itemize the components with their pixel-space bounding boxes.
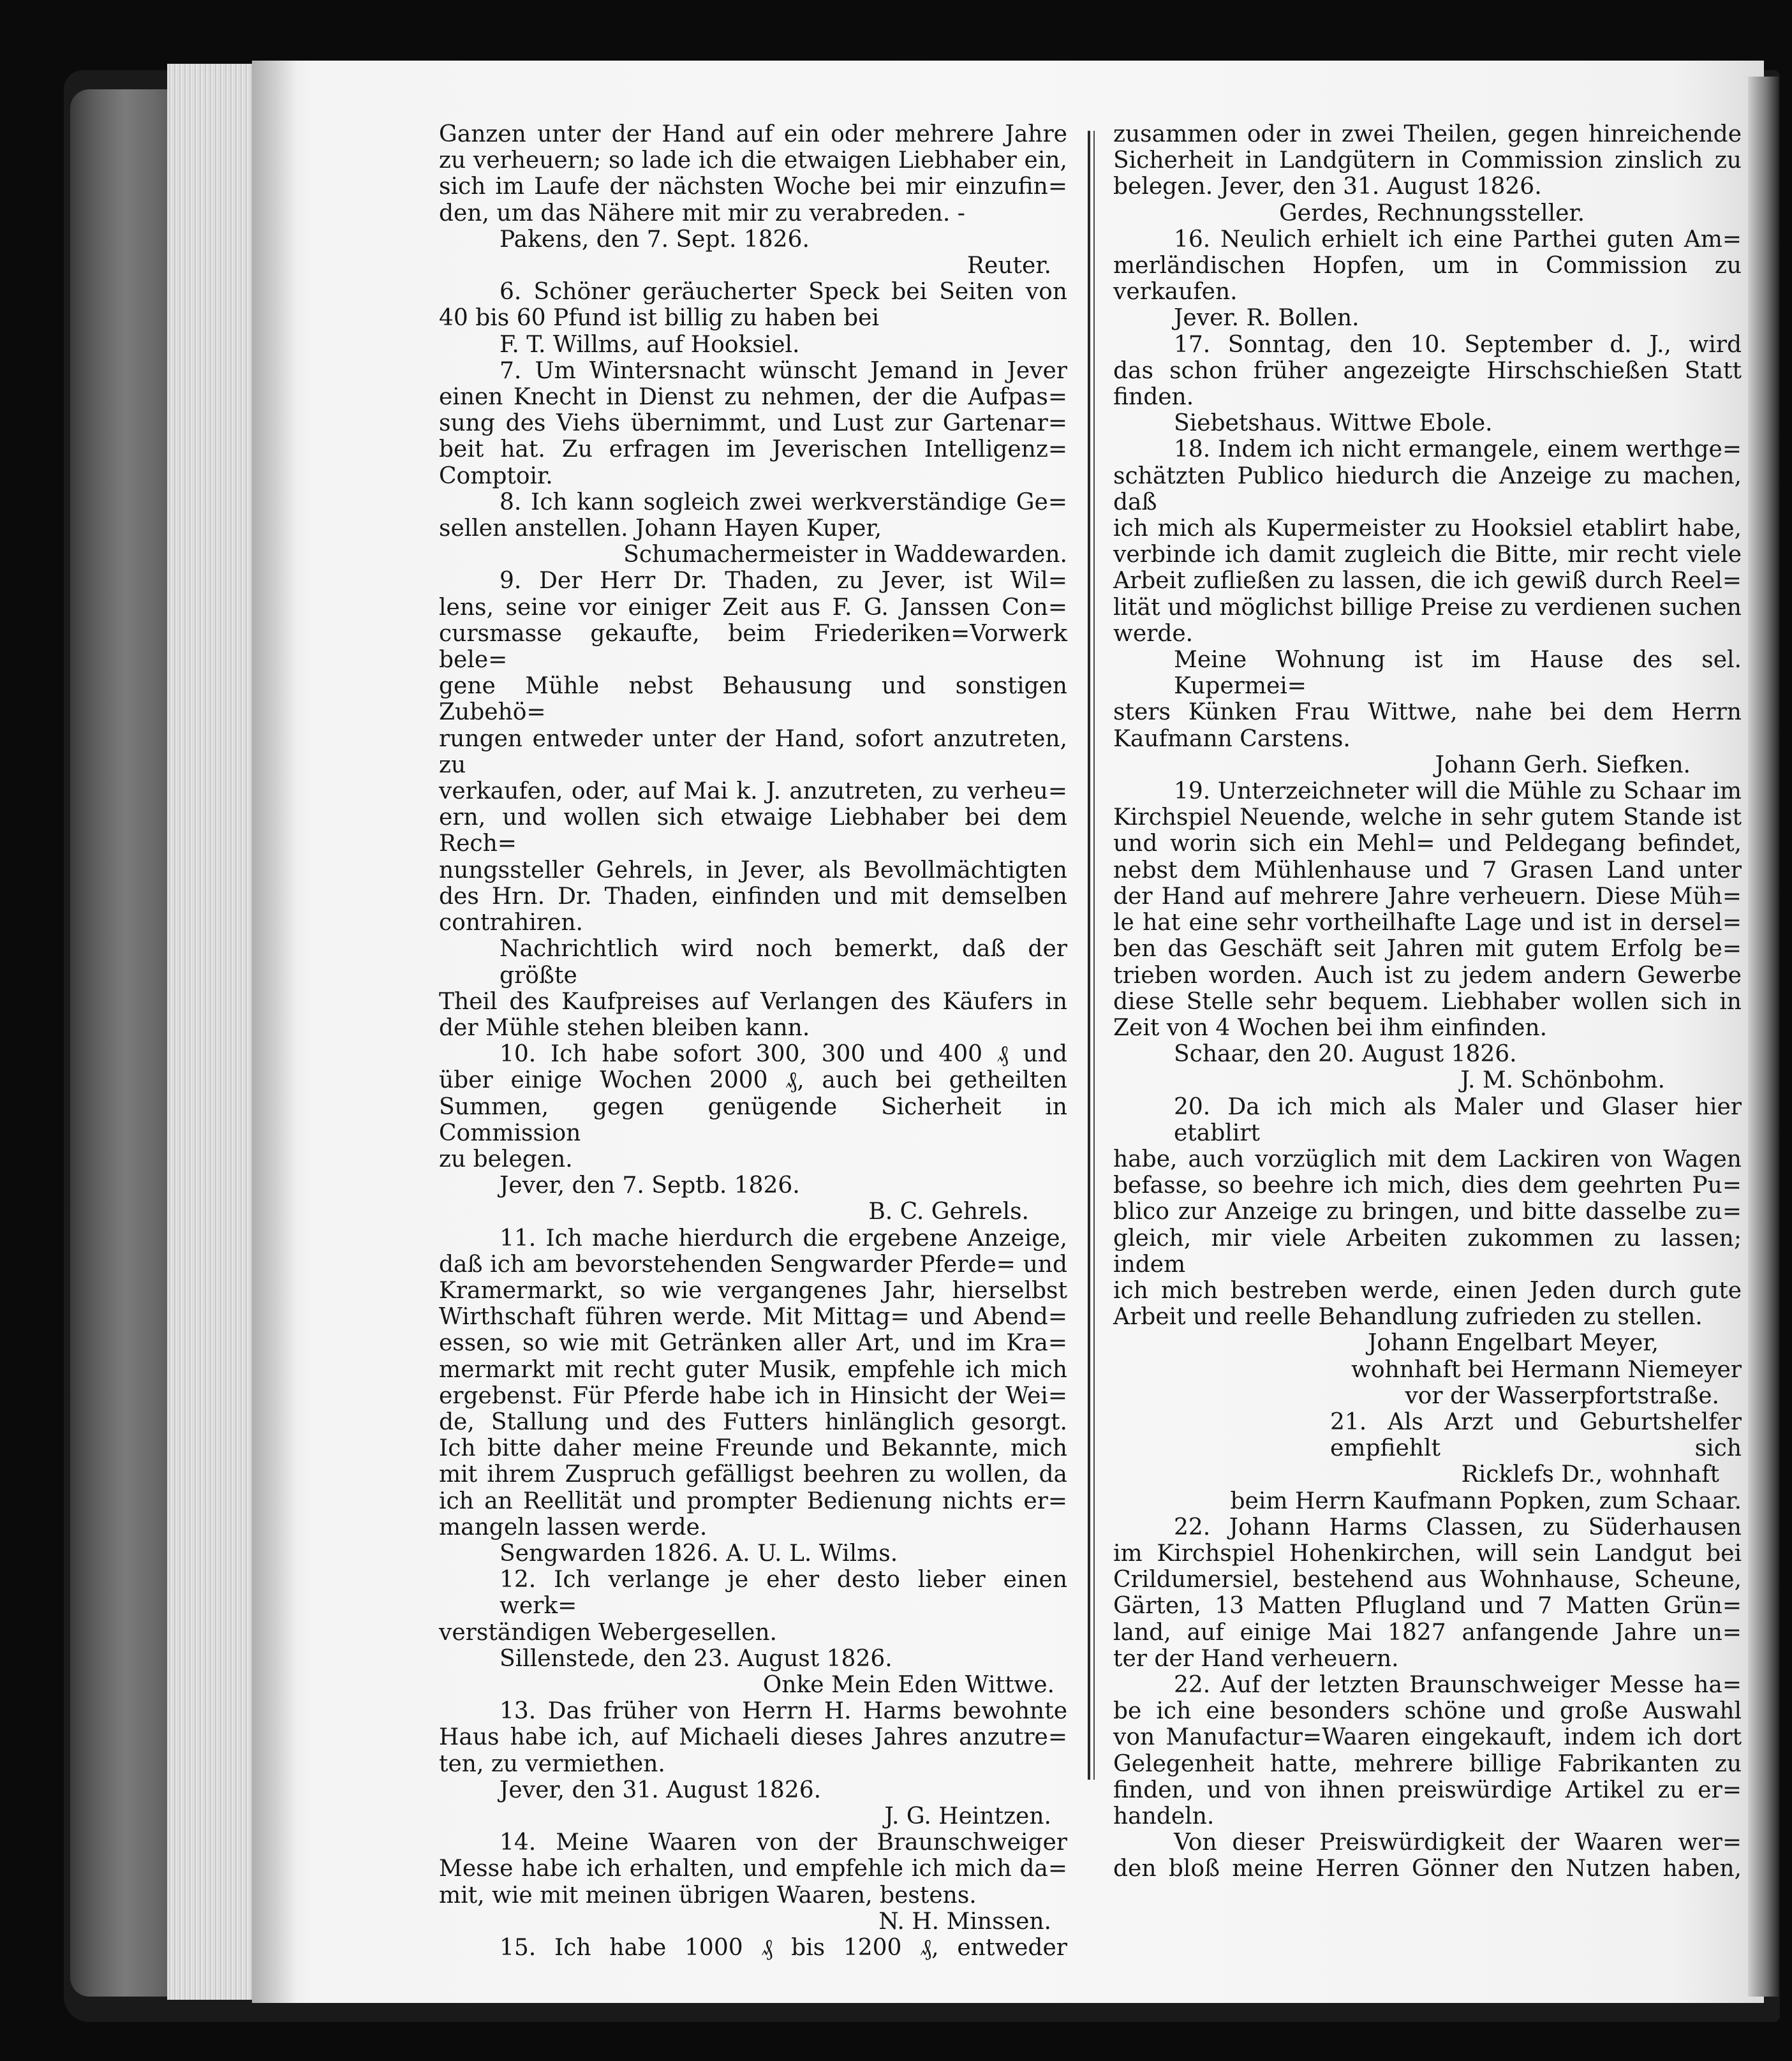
ad-heading-7: 7. Um Wintersnacht wünscht Jemand in Jever [500,357,1067,384]
signature: B. C. Gehrels. [868,1199,1029,1225]
text-line: den, um das Nähere mit mir zu verabreden. - [439,200,965,226]
ad-heading-15: 15. Ich habe 1000 ₰ bis 1200 ₰, entweder [500,1935,1067,1961]
ad-heading-22b: 22. Auf der letzten Braunschweiger Messe ha= [1174,1671,1742,1698]
ad-heading-18: 18. Indem ich nicht ermangele, einem werthge= [1174,436,1742,463]
page-right-edge [1748,77,1779,1997]
text-line: Comptoir. [439,462,553,489]
text-line: handeln. [1113,1803,1215,1829]
text-line: einen Knecht in Dienst zu nehmen, der die Aufpas= [439,384,1067,411]
text-line: rungen entweder unter der Hand, sofort anzutreten, zu [439,725,1067,778]
text-line: finden, und von ihnen preiswürdige Artikel zu er= [1113,1777,1742,1803]
text-line: zu belegen. [439,1146,573,1172]
text-line: nungssteller Gehrels, in Jever, als Bevollmächtigten [439,857,1067,883]
text-line: mermarkt mit recht guter Musik, empfehle ich mich [439,1356,1067,1383]
page-stack-edges [167,64,263,2000]
text-line: Nachrichtlich wird noch bemerkt, daß der größte [500,936,1067,989]
text-line: über einige Wochen 2000 ₰, auch bei getheilten [439,1067,1067,1094]
text-line: Ricklefs Dr., wohnhaft [1461,1461,1719,1488]
text-line: habe, auch vorzüglich mit dem Lackiren von Wagen [1113,1146,1742,1172]
text-line: merländischen Hopfen, um in Commission zu verkaufen. [1113,253,1742,306]
text-line: Meine Wohnung ist im Hause des sel. Kupermei= [1174,647,1742,700]
text-line: ich mich bestreben werde, einen Jeden durch gute [1113,1277,1742,1304]
ad-heading-17: 17. Sonntag, den 10. September d. J., wird [1174,331,1742,358]
text-line: den bloß meine Herren Gönner den Nutzen haben, [1113,1856,1742,1882]
ad-heading-10: 10. Ich habe sofort 300, 300 und 400 ₰ und [500,1041,1067,1068]
text-line: Kirchspiel Neuende, welche in sehr gutem Stande ist [1113,804,1742,831]
text-line: de, Stallung und des Futters hinlänglich gesorgt. [439,1408,1067,1435]
ad-heading-9: 9. Der Herr Dr. Thaden, zu Jever, ist Wil= [500,568,1067,595]
text-line: beit hat. Zu erfragen im Jeverischen Intelligenz= [439,436,1067,463]
text-line: beim Herrn Kaufmann Popken, zum Schaar. [1230,1488,1742,1514]
text-line: sellen anstellen. Johann Hayen Kuper, [439,515,882,542]
text-line: sich im Laufe der nächsten Woche bei mir einzufin= [439,174,1067,200]
text-line: trieben worden. Auch ist zu jedem andern Gewerbe [1113,962,1742,989]
dateline: Jever, den 31. August 1826. [500,1777,822,1803]
text-line: gene Mühle nebst Behausung und sonstigen Zubehö= [439,673,1067,726]
text-line: Wirthschaft führen werde. Mit Mittag= und Abend= [439,1304,1067,1331]
text-line: gleich, mir viele Arbeiten zukommen zu lassen; indem [1113,1225,1742,1278]
text-line: Messe habe ich erhalten, und empfehle ich mich da= [439,1856,1067,1882]
signature: J. G. Heintzen. [884,1803,1051,1829]
text-line: Sicherheit in Landgütern in Commission zinslich zu [1113,147,1742,174]
signature: N. H. Minssen. [878,1908,1051,1935]
text-line: Kaufmann Carstens. [1113,725,1351,752]
text-line: Arbeit und reelle Behandlung zufrieden zu stellen. [1113,1304,1703,1331]
text-line: Gärten, 13 Matten Pflugland und 7 Matten Grün= [1113,1593,1742,1620]
text-line: verständigen Webergesellen. [439,1619,777,1646]
text-line: Kramermarkt, so wie vergangenes Jahr, hierselbst [439,1277,1067,1304]
signature: Schumachermeister in Waddewarden. [623,542,1067,568]
text-line: sters Künken Frau Wittwe, nahe bei dem Herrn [1113,699,1742,726]
text-line: ter der Hand verheuern. [1113,1645,1399,1672]
ad-heading-14: 14. Meine Waaren von der Braunschweiger [500,1829,1067,1856]
text-line: verkaufen, oder, auf Mai k. J. anzutreten, zu verheu= [439,778,1067,805]
ad-heading-19: 19. Unterzeichneter will die Mühle zu Schaar im [1174,778,1742,805]
dateline: Jever, den 7. Septb. 1826. [500,1172,800,1199]
text-line: und worin sich ein Mehl= und Peldegang befindet, [1113,831,1742,857]
signature: Gerdes, Rechnungssteller. [1279,200,1585,226]
dateline-signature: Jever. R. Bollen. [1174,305,1359,332]
text-line: des Hrn. Dr. Thaden, einfinden und mit demselben [439,883,1067,910]
text-line: ergebenst. Für Pferde habe ich in Hinsicht der Wei= [439,1382,1067,1409]
signature: Johann Gerh. Siefken. [1435,751,1691,778]
text-line: Gelegenheit hatte, mehrere billige Fabrikanten zu [1113,1750,1742,1777]
text-line: im Kirchspiel Hohenkirchen, will sein Landgut bei [1113,1540,1742,1567]
ad-heading-8: 8. Ich kann sogleich zwei werkverständige Ge= [500,489,1067,515]
ad-heading-13: 13. Das früher von Herrn H. Harms bewohnte [500,1698,1067,1725]
text-line: cursmasse gekaufte, beim Friederiken=Vorwerk bele= [439,620,1067,674]
text-line: be ich eine besonders schöne und große Auswahl [1113,1698,1742,1725]
text-line: ern, und wollen sich etwaige Liebhaber bei dem Rech= [439,804,1067,857]
text-line: ten, zu vermiethen. [439,1750,665,1777]
signature: J. M. Schönbohm. [1460,1067,1665,1094]
text-line: ich an Reellität und prompter Bedienung nichts er= [439,1488,1067,1514]
ad-heading-12: 12. Ich verlange je eher desto lieber einen werk= [500,1567,1067,1620]
dateline-signature: Sengwarden 1826. A. U. L. Wilms. [500,1540,898,1567]
ad-heading-21: 21. Als Arzt und Geburtshelfer empfiehlt sich [1330,1408,1742,1462]
dateline: Schaar, den 20. August 1826. [1174,1041,1517,1068]
text-line: befasse, so beehre ich mich, dies dem geehrten Pu= [1113,1172,1742,1199]
text-line: Von dieser Preiswürdigkeit der Waaren wer= [1174,1829,1742,1856]
ad-heading-20: 20. Da ich mich als Maler und Glaser hier etablirt [1174,1093,1742,1146]
signature: Johann Engelbart Meyer, [1367,1330,1659,1357]
text-line: land, auf einige Mai 1827 anfangende Jahre un= [1113,1619,1742,1646]
text-line: Theil des Kaufpreises auf Verlangen des Käufers in [439,988,1067,1015]
right-column [1113,121,1742,1882]
text-line: Arbeit zufließen zu lassen, die ich gewiß durch Reel= [1113,568,1742,595]
text-line: schätzten Publico hiedurch die Anzeige zu machen, daß [1113,462,1742,515]
signature-address: vor der Wasserpfortstraße. [1405,1382,1719,1409]
text-line: Ich bitte daher meine Freunde und Bekannte, mich [439,1435,1067,1462]
signature: Reuter. [966,253,1051,279]
text-line: zusammen oder in zwei Theilen, gegen hinreichende [1113,121,1742,147]
text-line: nebst dem Mühlenhause und 7 Grasen Land unter [1113,857,1742,883]
text-line: mangeln lassen werde. [439,1514,707,1540]
text-line: lens, seine vor einiger Zeit aus F. G. Janssen Con= [439,594,1067,621]
ad-heading-6: 6. Schöner geräucherter Speck bei Seiten von [500,279,1067,306]
text-line: der Hand auf mehrere Jahre verheuern. Diese Müh= [1113,883,1742,910]
text-line: Crildumersiel, bestehend aus Wohnhause, Scheune, [1113,1567,1742,1593]
text-line: werde. [1113,620,1194,647]
signature: Onke Mein Eden Wittwe. [762,1671,1055,1698]
text-line: ich mich als Kupermeister zu Hooksiel etablirt habe, [1113,515,1742,542]
ad-heading-22: 22. Johann Harms Classen, zu Süderhausen [1174,1514,1742,1540]
text-line: Haus habe ich, auf Michaeli dieses Jahres anzutre= [439,1724,1067,1751]
text-line: mit ihrem Zuspruch gefälligst beehren zu wollen, da [439,1461,1067,1488]
text-line: ben das Geschäft seit Jahren mit gutem Erfolg be= [1113,936,1742,963]
left-column [439,121,1067,1961]
text-line: verbinde ich damit zugleich die Bitte, mir recht viele [1113,542,1742,568]
signature-address: wohnhaft bei Hermann Niemeyer [1351,1356,1742,1383]
text-line: von Manufactur=Waaren eingekauft, indem ich dort [1113,1724,1742,1751]
text-line: essen, so wie mit Getränken aller Art, und im Kra= [439,1330,1067,1357]
text-line: daß ich am bevorstehenden Sengwarder Pferde= und [439,1251,1067,1278]
signature: F. T. Willms, auf Hooksiel. [500,331,800,358]
gutter-shadow [252,61,297,2003]
text-line: le hat eine sehr vortheilhafte Lage und ist in dersel= [1113,910,1742,936]
column-divider-rule [1088,131,1090,1780]
text-line: Zeit von 4 Wochen bei ihm einfinden. [1113,1014,1548,1041]
text-line: sung des Viehs übernimmt, und Lust zur Gartenar= [439,410,1067,437]
text-line: blico zur Anzeige zu bringen, und bitte dasselbe zu= [1113,1199,1742,1225]
dateline-signature: Siebetshaus. Wittwe Ebole. [1174,410,1493,437]
text-line: zu verheuern; so lade ich die etwaigen Liebhaber ein, [439,147,1067,174]
ad-heading-16: 16. Neulich erhielt ich eine Parthei guten Am= [1174,226,1742,253]
text-line: contrahiren. [439,910,584,936]
text-line: Summen, gegen genügende Sicherheit in Commission [439,1093,1067,1146]
text-line: diese Stelle sehr bequem. Liebhaber wollen sich in [1113,988,1742,1015]
text-line: das schon früher angezeigte Hirschschießen Statt finden. [1113,357,1742,411]
ad-heading-11: 11. Ich mache hierdurch die ergebene Anzeige, [500,1225,1067,1252]
text-line: 40 bis 60 Pfund ist billig zu haben bei [439,305,879,332]
column-divider-rule-thin [1093,131,1095,1780]
dateline: belegen. Jever, den 31. August 1826. [1113,174,1542,200]
text-line: lität und möglichst billige Preise zu verdienen suchen [1113,594,1742,621]
text-line: Ganzen unter der Hand auf ein oder mehrere Jahre [439,121,1067,147]
text-line: der Mühle stehen bleiben kann. [439,1014,810,1041]
dateline: Sillenstede, den 23. August 1826. [500,1645,892,1672]
dateline: Pakens, den 7. Sept. 1826. [500,226,810,253]
text-line: mit, wie mit meinen übrigen Waaren, bestens. [439,1882,977,1909]
